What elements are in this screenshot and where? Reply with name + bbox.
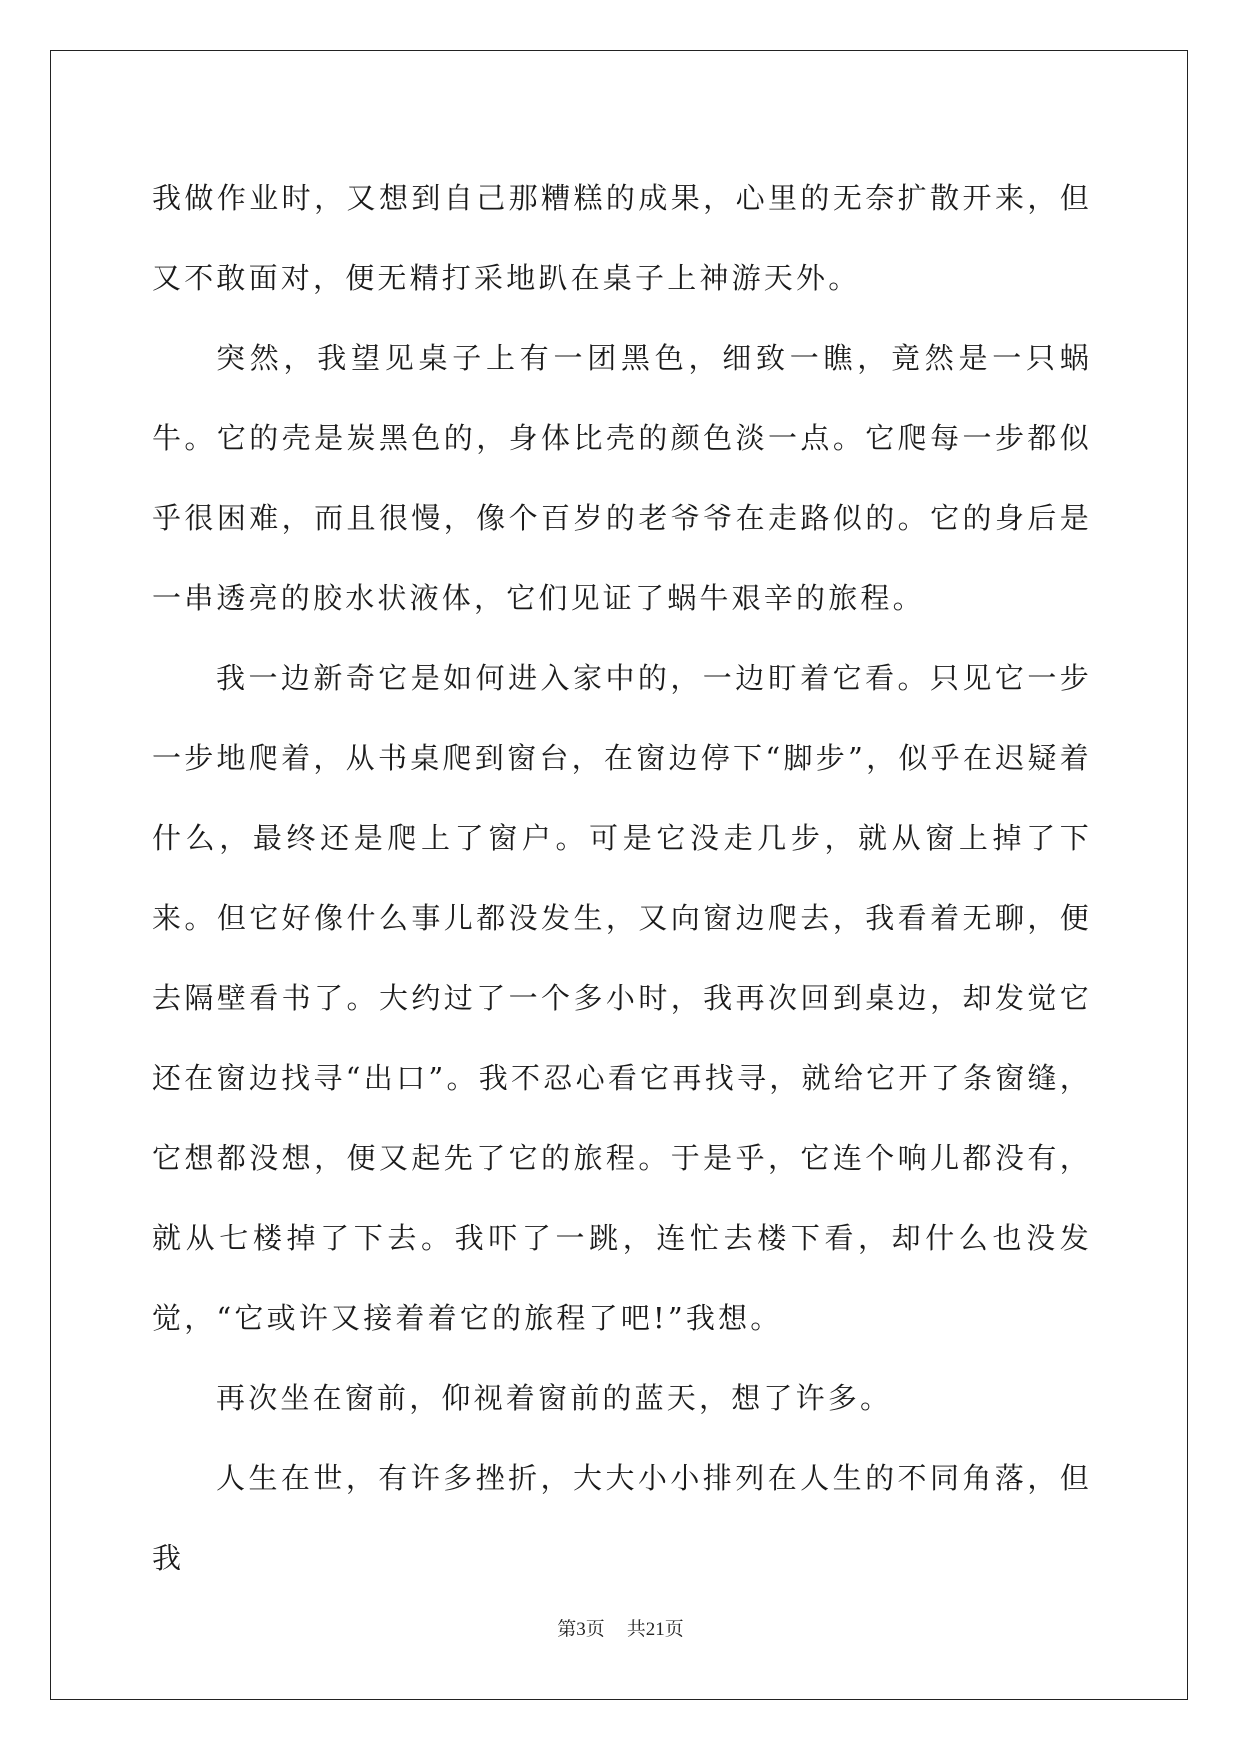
page-number: 第3页: [557, 1619, 605, 1640]
page-total: 共21页: [626, 1619, 684, 1640]
document-body: [152, 158, 1092, 1598]
page-footer: [0, 1614, 1241, 1641]
paragraph-5: 人生在世，有许多挫折，大大小小排列在人生的不同角落，但我: [152, 1461, 1092, 1575]
paragraph-3: 我一边新奇它是如何进入家中的，一边盯着它看。只见它一步一步地爬着，从书桌爬到窗台，在窗边停下“脚步”，似乎在迟疑着什么，最终还是爬上了窗户。可是它没走几步，就从窗上掉了下来。但它好像什么事儿都没发生，又向窗边爬去，我看着无聊，便去隔壁看书了。大约过了一个多小时，我再次回到桌边，却发觉它还在窗边找寻“出口”。我不忍心看它再找寻，就给它开了条窗缝，它想都没想，便又起先了它的旅程。于是乎，它连个响儿都没有，就从七楼掉了下去。我吓了一跳，连忙去楼下看，却什么也没发觉，“它或许又接着着它的旅程了吧!”我想。: [152, 661, 1092, 1335]
paragraph-4: 再次坐在窗前，仰视着窗前的蓝天，想了许多。: [216, 1381, 893, 1415]
paragraph-1: 我做作业时，又想到自己那糟糕的成果，心里的无奈扩散开来，但又不敢面对，便无精打采地趴在桌子上神游天外。: [152, 181, 1092, 295]
paragraph-2: 突然，我望见桌子上有一团黑色，细致一瞧，竟然是一只蜗牛。它的壳是炭黑色的，身体比壳的颜色淡一点。它爬每一步都似乎很困难，而且很慢，像个百岁的老爷爷在走路似的。它的身后是一串透亮的胶水状液体，它们见证了蜗牛艰辛的旅程。: [152, 341, 1092, 615]
